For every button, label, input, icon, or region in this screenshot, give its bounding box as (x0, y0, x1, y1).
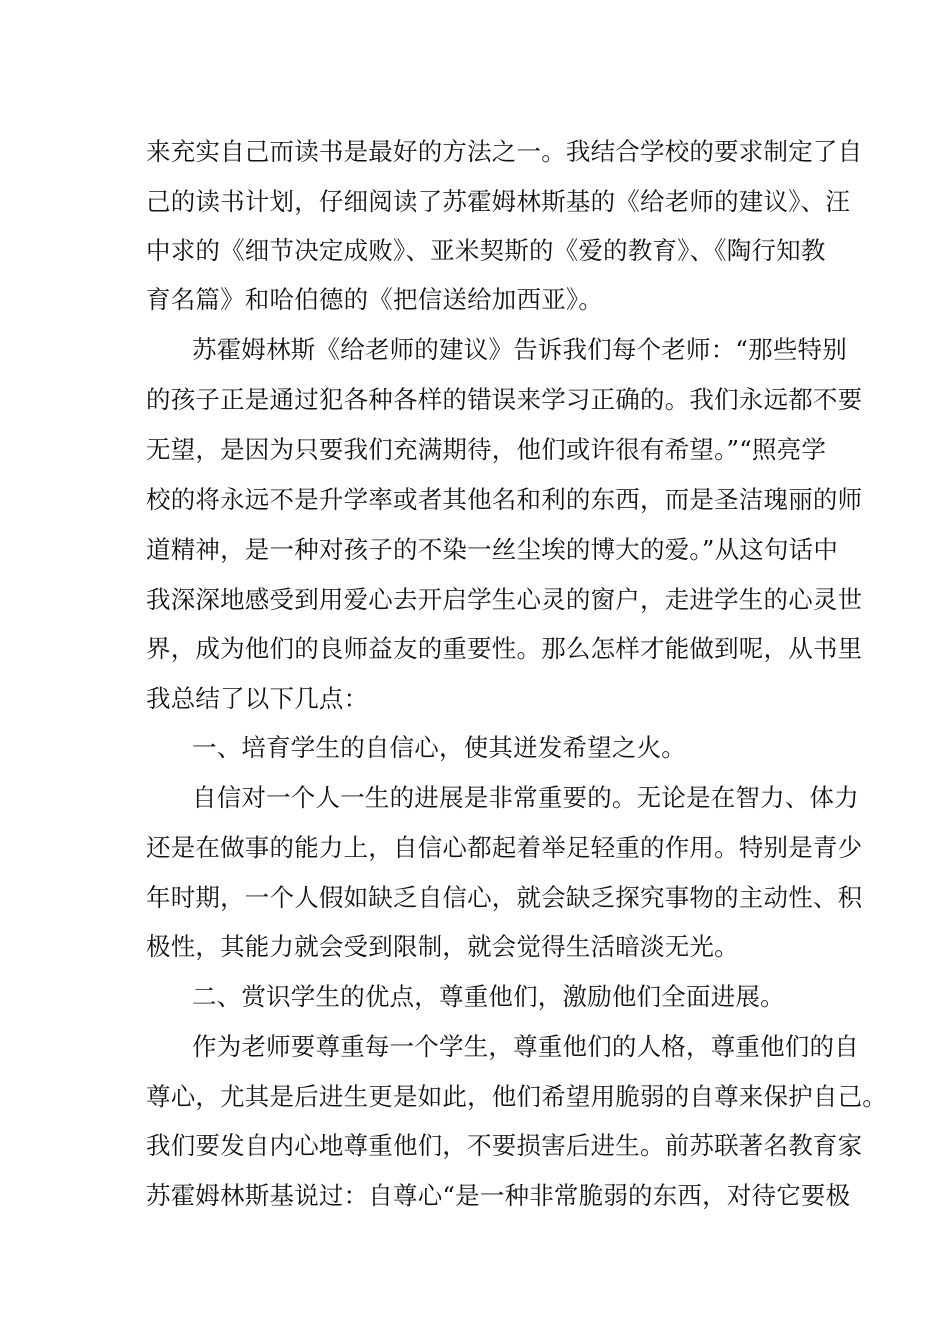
text-line: 的孩子正是通过犯各种各样的错误来学习正确的。我们永远都不要 (146, 385, 863, 414)
text-line: 极性，其能力就会受到限制，就会觉得生活暗淡无光。 (146, 932, 739, 961)
text-line: 苏霍姆林斯基说过：自尊心“是一种非常脆弱的东西，对待它要极 (146, 1181, 851, 1210)
text-line: 我总结了以下几点： (146, 684, 369, 713)
text-line: 中求的《细节决定成败》、亚米契斯的《爱的教育》、《陶行知教 (146, 236, 826, 265)
section-heading: 一、培育学生的自信心，使其迸发希望之火。 (192, 733, 686, 762)
text-line: 道精神，是一种对孩子的不染一丝尘埃的博大的爱。”从这句话中 (146, 535, 839, 564)
text-line: 己的读书计划，仔细阅读了苏霍姆林斯基的《给老师的建议》、汪 (146, 187, 851, 216)
paragraph-first-line: 自信对一个人一生的进展是非常重要的。无论是在智力、体力 (192, 783, 859, 812)
text-line: 年时期，一个人假如缺乏自信心，就会缺乏探究事物的主动性、积 (146, 883, 863, 912)
paragraph-first-line: 作为老师要尊重每一个学生，尊重他们的人格，尊重他们的自 (192, 1032, 859, 1061)
text-line: 我深深地感受到用爱心去开启学生心灵的窗户，走进学生的心灵世 (146, 585, 863, 614)
text-line: 我们要发自内心地尊重他们，不要损害后进生。前苏联著名教育家 (146, 1131, 863, 1160)
text-line: 尊心，尤其是后进生更是如此，他们希望用脆弱的自尊来保护自己。 (146, 1082, 887, 1111)
text-line: 无望，是因为只要我们充满期待，他们或许很有希望。”“照亮学 (146, 435, 827, 464)
text-line: 来充实自己而读书是最好的方法之一。我结合学校的要求制定了自 (146, 137, 863, 166)
text-line: 校的将永远不是升学率或者其他名和利的东西，而是圣洁瑰丽的师 (146, 485, 863, 514)
text-line: 界，成为他们的良师益友的重要性。那么怎样才能做到呢，从书里 (146, 634, 863, 663)
text-line: 还是在做事的能力上，自信心都起着举足轻重的作用。特别是青少 (146, 833, 863, 862)
section-heading: 二、赏识学生的优点，尊重他们，激励他们全面进展。 (192, 982, 785, 1011)
paragraph-first-line: 苏霍姆林斯《给老师的建议》告诉我们每个老师：“那些特别 (192, 335, 847, 364)
text-line: 育名篇》和哈伯德的《把信送给加西亚》。 (146, 285, 604, 314)
